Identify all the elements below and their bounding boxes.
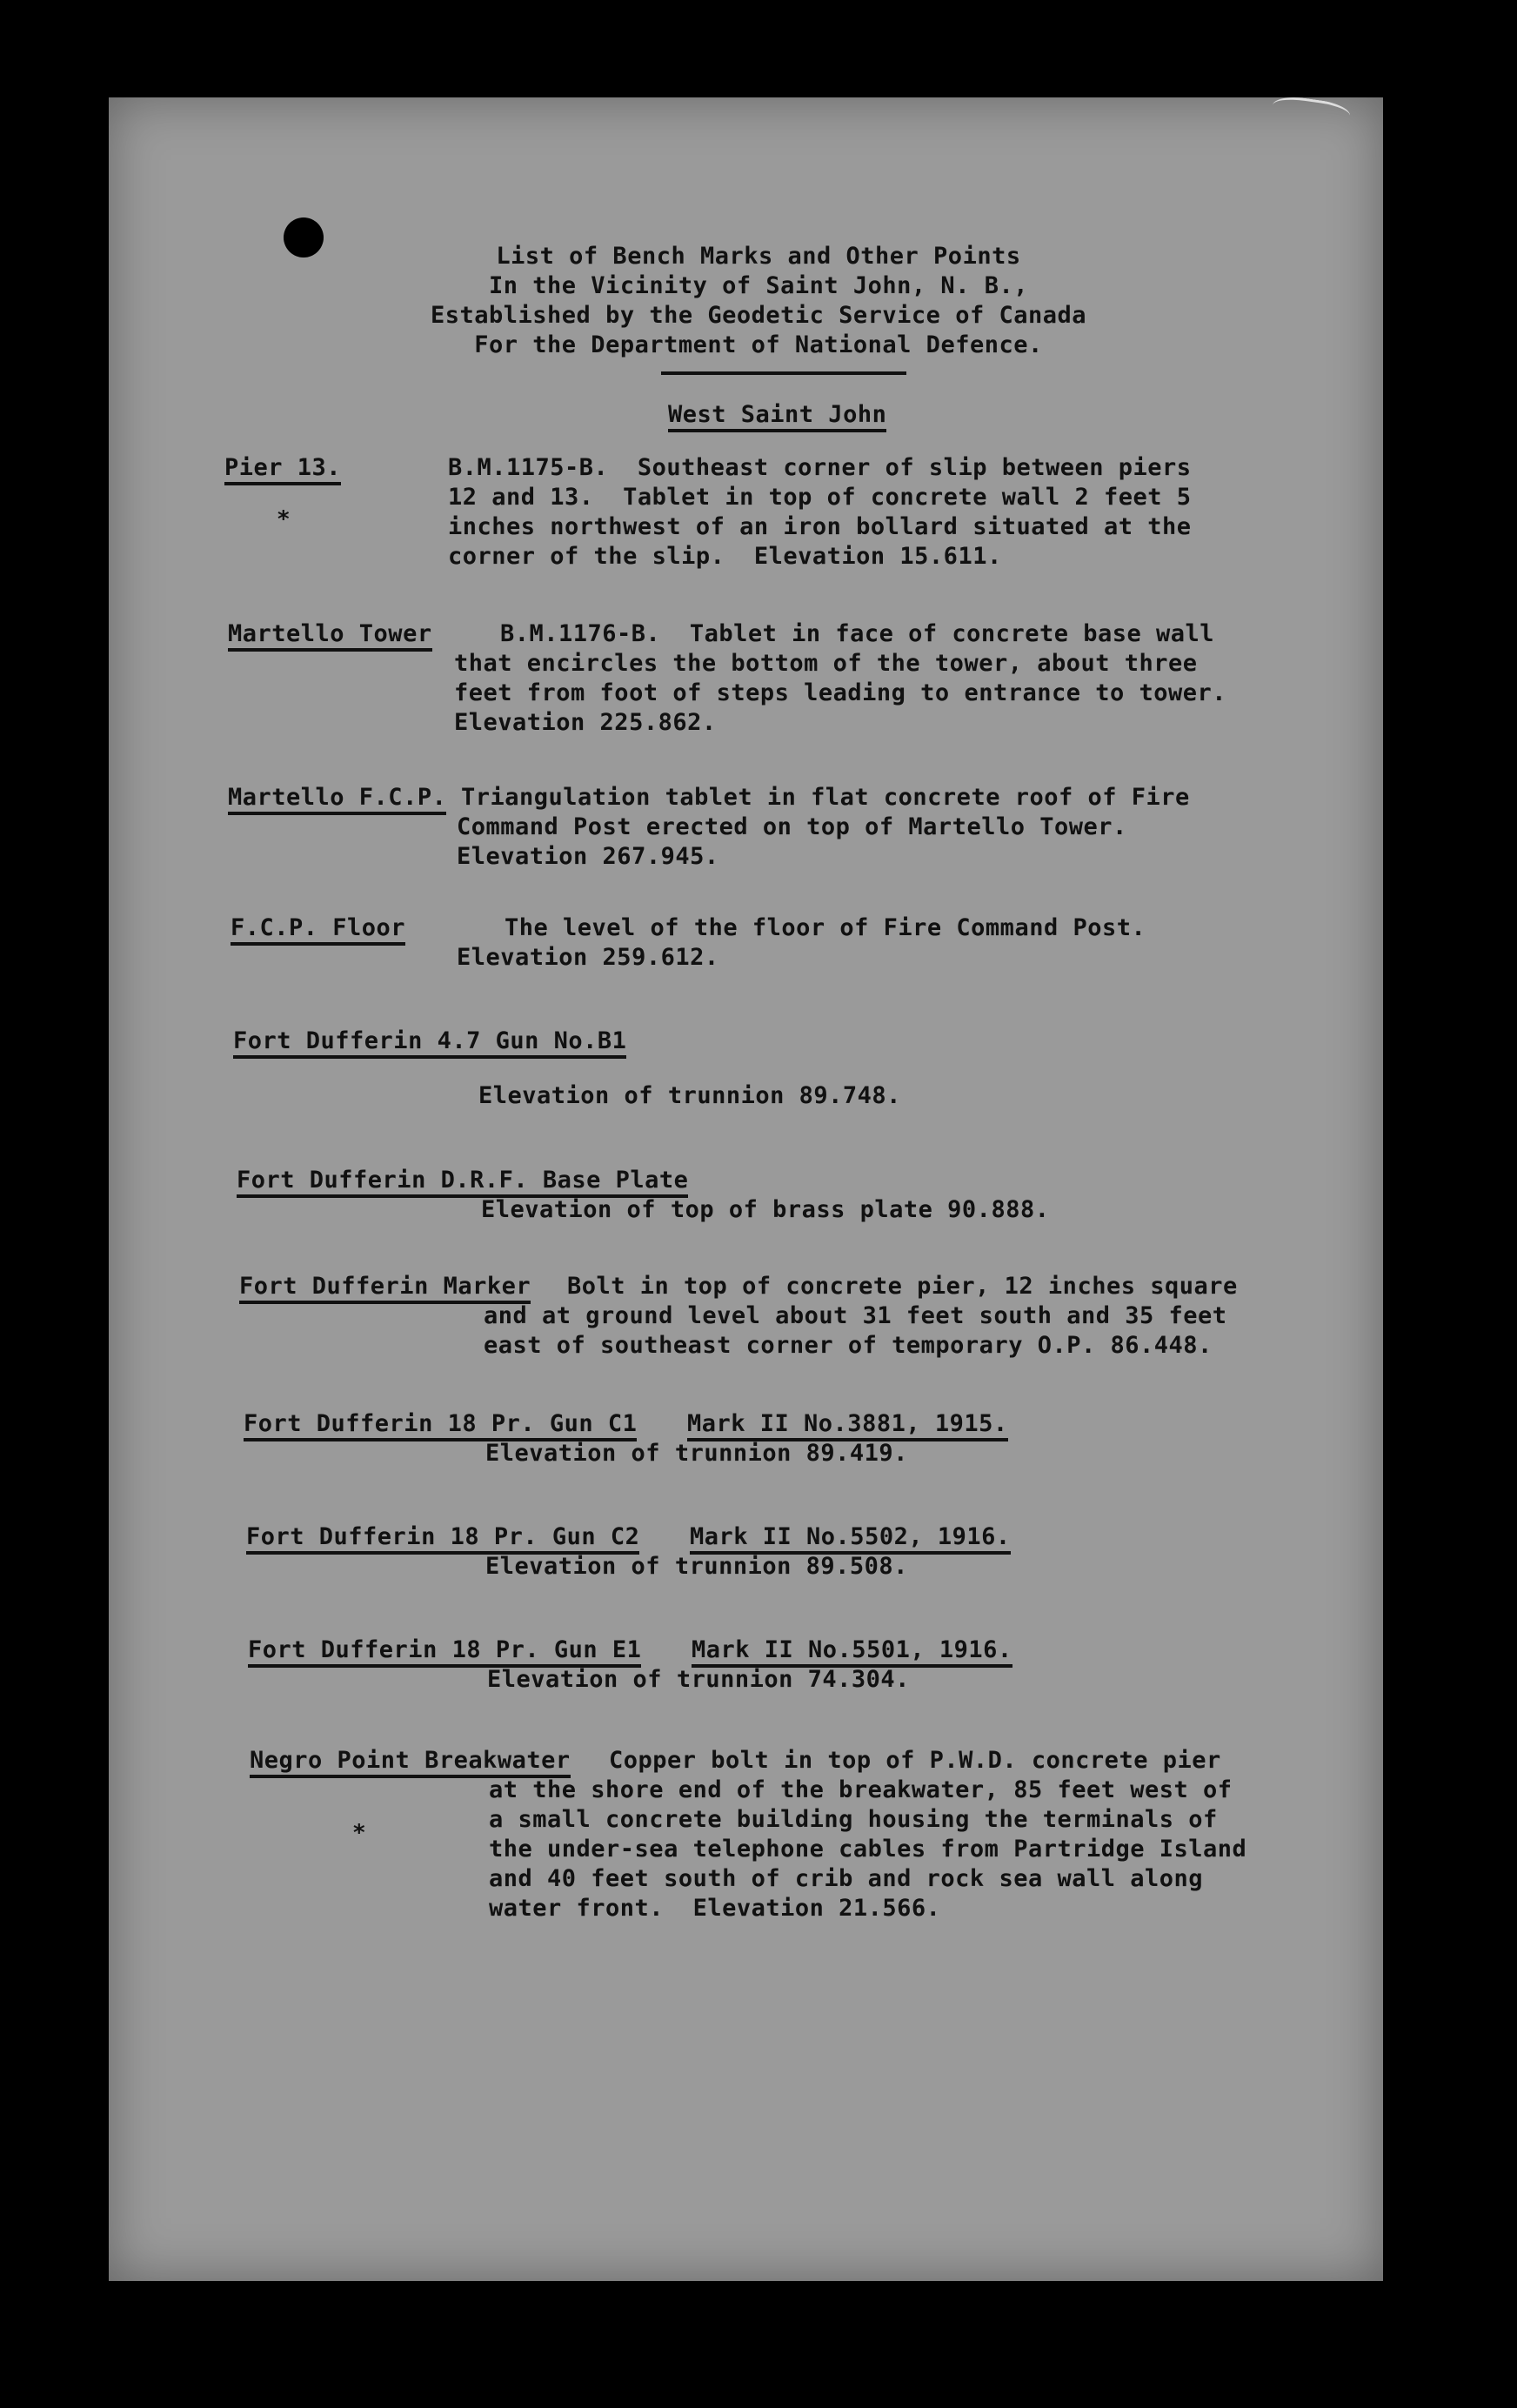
- entry-line: the under-sea telephone cables from Partridge Island: [489, 1836, 1247, 1863]
- paper-mark: [1270, 94, 1352, 133]
- entry-line: Triangulation tablet in flat concrete roof of Fire: [461, 784, 1190, 811]
- entry-title: Fort Dufferin 18 Pr. Gun E1: [248, 1636, 641, 1668]
- entry-line: 12 and 13. Tablet in top of concrete wall 2 feet 5: [448, 484, 1192, 511]
- entry-line: inches northwest of an iron bollard situated at the: [448, 513, 1192, 540]
- entry-line: Mark II No.5501, 1916.: [692, 1636, 1012, 1668]
- entry-line: Elevation of top of brass plate 90.888.: [481, 1196, 1050, 1223]
- star-mark: *: [352, 1820, 366, 1846]
- entry-line: Elevation 259.612.: [457, 944, 719, 971]
- entry-line: that encircles the bottom of the tower, about three: [454, 650, 1198, 677]
- entry-line: at the shore end of the breakwater, 85 feet west of: [489, 1776, 1233, 1803]
- header-line: In the Vicinity of Saint John, N. B.,: [489, 272, 1028, 299]
- entry-title: Martello Tower: [228, 620, 432, 652]
- entry-line: and at ground level about 31 feet south and 35 feet: [484, 1302, 1227, 1329]
- header-line: For the Department of National Defence.: [474, 331, 1043, 358]
- entry-title: Martello F.C.P.: [228, 784, 446, 815]
- entry-title: Fort Dufferin D.R.F. Base Plate: [237, 1167, 688, 1198]
- entry-line: Mark II No.5502, 1916.: [690, 1523, 1011, 1555]
- entry-title: Fort Dufferin Marker: [239, 1273, 531, 1304]
- entry-line: Elevation of trunnion 89.748.: [478, 1082, 901, 1109]
- entry-line: Elevation 225.862.: [454, 709, 717, 736]
- entry-line: Elevation of trunnion 74.304.: [487, 1666, 910, 1693]
- entry-title: Pier 13.: [224, 454, 341, 485]
- entry-line: Elevation 267.945.: [457, 843, 719, 870]
- section-title: West Saint John: [668, 401, 886, 432]
- header-line: Established by the Geodetic Service of Canada: [431, 302, 1086, 329]
- entry-title: Negro Point Breakwater: [250, 1747, 571, 1778]
- entry-line: feet from foot of steps leading to entrance to tower.: [454, 679, 1227, 706]
- entry-line: B.M.1176-B. Tablet in face of concrete base wall: [500, 620, 1215, 647]
- entry-line: Command Post erected on top of Martello Tower.: [457, 813, 1127, 840]
- header-line: List of Bench Marks and Other Points: [496, 243, 1021, 270]
- star-mark: *: [277, 506, 291, 532]
- entry-line: B.M.1175-B. Southeast corner of slip between piers: [448, 454, 1192, 481]
- entry-line: water front. Elevation 21.566.: [489, 1895, 941, 1922]
- entry-line: and 40 feet south of crib and rock sea wall along: [489, 1865, 1204, 1892]
- entry-line: Elevation of trunnion 89.508.: [485, 1553, 908, 1580]
- entry-title: Fort Dufferin 18 Pr. Gun C1: [244, 1410, 637, 1441]
- entry-title: F.C.P. Floor: [231, 914, 405, 946]
- entry-line: a small concrete building housing the terminals of: [489, 1806, 1218, 1833]
- entry-line: The level of the floor of Fire Command Post.: [505, 914, 1146, 941]
- entry-line: Bolt in top of concrete pier, 12 inches square: [567, 1273, 1238, 1300]
- entry-title: Fort Dufferin 18 Pr. Gun C2: [246, 1523, 639, 1555]
- entry-line: corner of the slip. Elevation 15.611.: [448, 543, 1002, 570]
- entry-line: Copper bolt in top of P.W.D. concrete pier: [609, 1747, 1221, 1774]
- entry-line: Mark II No.3881, 1915.: [687, 1410, 1008, 1441]
- entry-title: Fort Dufferin 4.7 Gun No.B1: [233, 1027, 626, 1059]
- header-rule: [661, 371, 906, 375]
- entry-line: Elevation of trunnion 89.419.: [485, 1440, 908, 1467]
- entry-line: east of southeast corner of temporary O.P. 86.448.: [484, 1332, 1213, 1359]
